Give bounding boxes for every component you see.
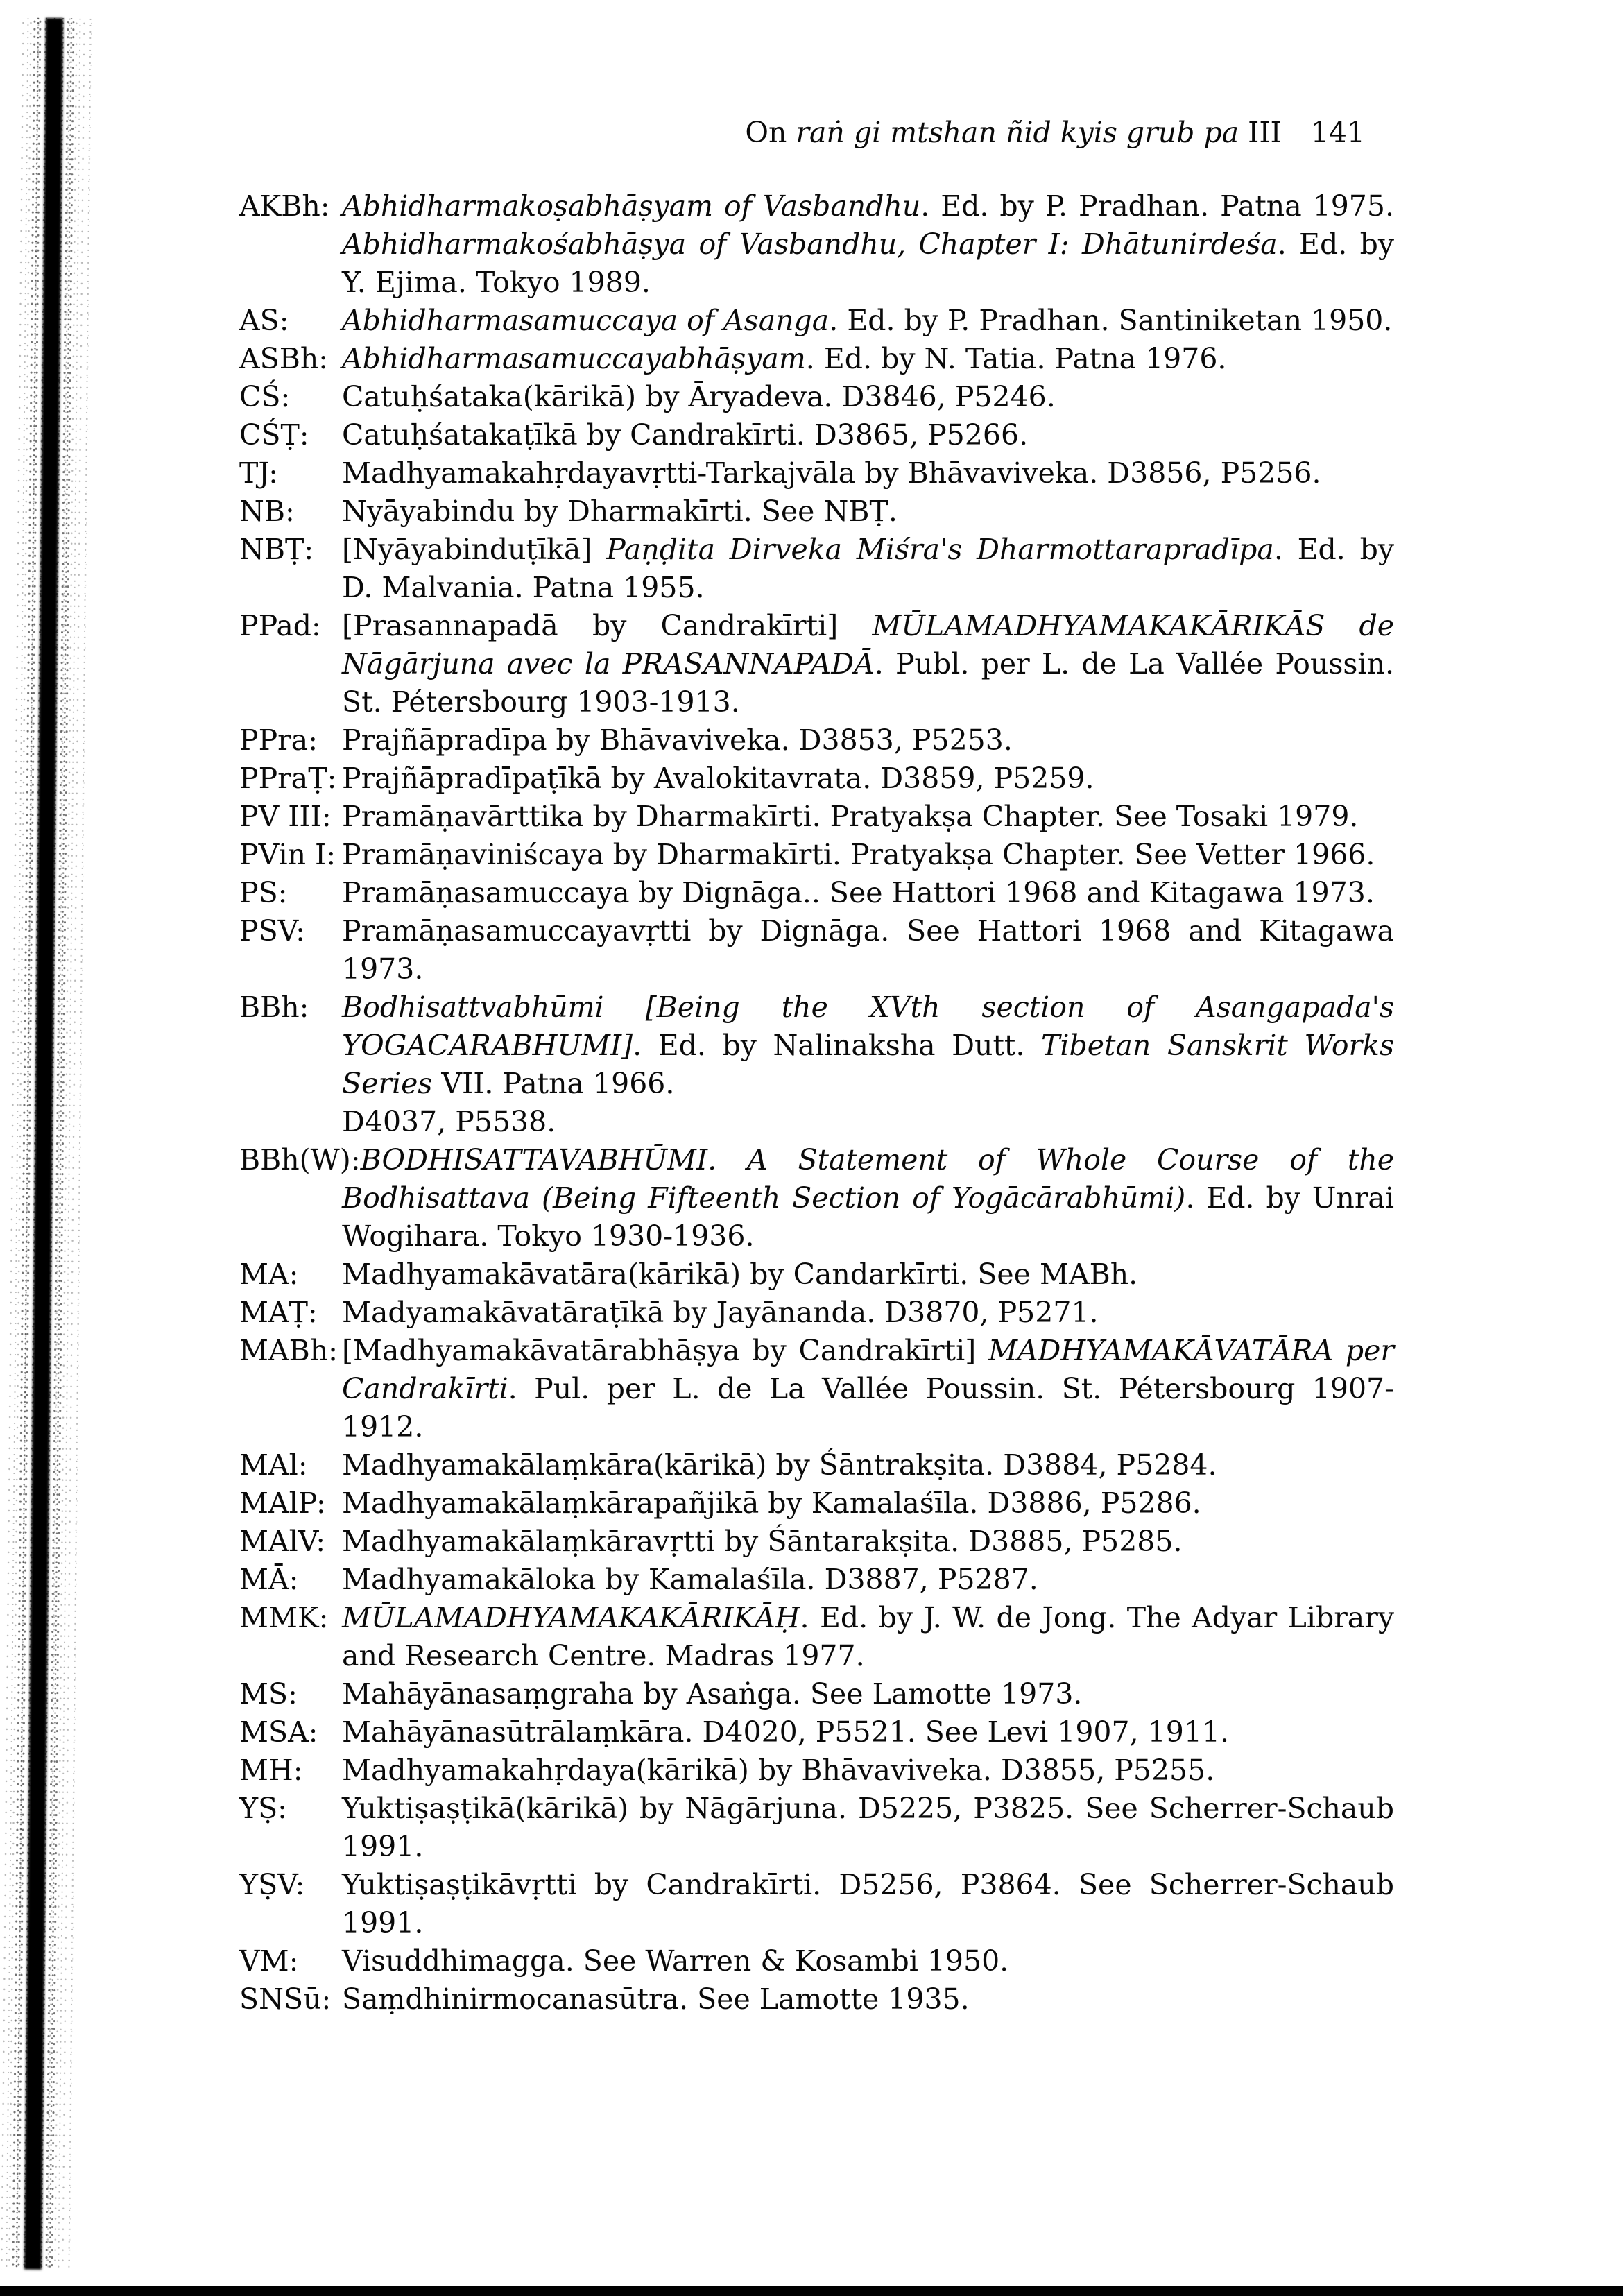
- abbrev-entry: [239, 1790, 1394, 1866]
- header-prefix: On: [745, 116, 787, 149]
- abbrev-entry: [239, 1523, 1394, 1561]
- running-header: [745, 115, 1365, 150]
- entry-text: Yuktiṣaṣṭikā(kārikā) by Nāgārjuna. D5225, P3825. See Scherrer-Schaub 1991.: [342, 1792, 1394, 1863]
- abbrev-label: NB:: [239, 495, 295, 528]
- abbrev-entry: [239, 1446, 1394, 1484]
- abbrev-label: MA:: [239, 1258, 299, 1291]
- entry-text: Pramāṇasamuccaya by Dignāga.. See Hattori 1968 and Kitagawa 1973.: [342, 876, 1375, 909]
- entry-text: Madhyamakahṛdayavṛtti-Tarkajvāla by Bhāvaviveka. D3856, P5256.: [342, 456, 1321, 490]
- entry-text: . Ed. by P. Pradhan. Santiniketan 1950.: [829, 304, 1393, 337]
- work-title: Paṇḍita Dirveka Miśra's Dharmottarapradīpa: [606, 533, 1274, 566]
- abbrev-entry: [239, 1980, 1394, 2019]
- entry-text: Saṃdhinirmocanasūtra. See Lamotte 1935.: [342, 1982, 970, 2016]
- work-title: BODHISATTAVABHŪMI. A Statement of Whole Course of the Bodhisattava (Being Fifteenth Section of Yogācārabhūmi): [342, 1143, 1394, 1215]
- entry-text: Madhyamakāvatāra(kārikā) by Candarkīrti. See MABh.: [342, 1258, 1138, 1291]
- abbrev-label: VM:: [239, 1944, 299, 1978]
- abbrev-label: PV III:: [239, 800, 332, 833]
- abbrev-label: AKBh:: [239, 189, 330, 223]
- abbrev-entry: [239, 302, 1394, 340]
- entry-text: Catuḥśataka(kārikā) by Āryadeva. D3846, P5246.: [342, 380, 1056, 413]
- abbrev-label: YṢV:: [239, 1868, 305, 1901]
- abbrev-label: MS:: [239, 1677, 298, 1711]
- abbrev-label: PPad:: [239, 609, 321, 642]
- abbrev-label: NBṬ:: [239, 533, 314, 566]
- work-title: Abhidharmasamuccayabhāṣyam: [342, 342, 806, 375]
- abbrev-entry: [239, 912, 1394, 988]
- abbrev-label: MAlV:: [239, 1525, 326, 1558]
- abbrev-entry: [239, 1751, 1394, 1790]
- abbrev-entry: [239, 416, 1394, 454]
- entry-text: Madhyamakālaṃkāra(kārikā) by Śāntrakṣita. D3884, P5284.: [342, 1448, 1217, 1482]
- entry-text: Madhyamakālaṃkārapañjikā by Kamalaśīla. D3886, P5286.: [342, 1487, 1201, 1520]
- entry-text: Pramāṇavārttika by Dharmakīrti. Pratyakṣa Chapter. See Tosaki 1979.: [342, 800, 1359, 833]
- abbrev-label: MAl:: [239, 1448, 308, 1482]
- entry-text: Pramāṇasamuccayavṛtti by Dignāga. See Hattori 1968 and Kitagawa 1973.: [342, 914, 1394, 986]
- work-title: MŪLAMADHYAMAKAKĀRIKĀḤ: [342, 1601, 800, 1634]
- abbrev-label: TJ:: [239, 456, 278, 490]
- entry-text: Mahāyānasūtrālaṃkāra. D4020, P5521. See Levi 1907, 1911.: [342, 1715, 1230, 1749]
- abbrev-entry: [239, 1561, 1394, 1599]
- abbrev-entry: [239, 340, 1394, 378]
- entry-text: . Ed. by J. W. de Jong. The Adyar Library and Research Centre. Madras 1977.: [342, 1601, 1394, 1672]
- abbrev-label: PSV:: [239, 914, 305, 948]
- entry-text: . Ed. by Nalinaksha Dutt.: [633, 1029, 1042, 1062]
- abbrev-entry: [239, 187, 1394, 302]
- entry-text: . Ed. by P. Pradhan. Patna 1975.: [920, 189, 1394, 223]
- abbrev-label: BBh(W):: [239, 1143, 361, 1176]
- entry-text: . Ed. by Unrai Wogihara. Tokyo 1930-1936.: [342, 1181, 1394, 1253]
- abbrev-label: CŚ:: [239, 380, 291, 413]
- work-title: Abhidharmasamuccaya of Asanga: [342, 304, 830, 337]
- abbrev-entry: [239, 874, 1394, 912]
- work-title: Abhidharmakośabhāṣya of Vasbandhu, Chapter I: Dhātunirdeśa: [342, 228, 1278, 261]
- abbrev-label: PPra:: [239, 723, 318, 757]
- abbrev-label: PVin I:: [239, 838, 336, 871]
- abbrev-entry: [239, 1294, 1394, 1332]
- entry-text: Nyāyabindu by Dharmakīrti. See NBṬ.: [342, 495, 898, 528]
- entry-text: [Madhyamakāvatārabhāṣya by Candrakīrti]: [342, 1334, 988, 1367]
- page-number: 141: [1310, 116, 1365, 149]
- work-title: MADHYAMAKĀVATĀRA per Candrakīrti: [342, 1334, 1394, 1405]
- abbrev-entry: [239, 378, 1394, 416]
- abbrev-label: MAlP:: [239, 1487, 326, 1520]
- entry-text: Pramāṇaviniścaya by Dharmakīrti. Pratyakṣa Chapter. See Vetter 1966.: [342, 838, 1375, 871]
- entry-text: Catuḥśatakaṭīkā by Candrakīrti. D3865, P5266.: [342, 418, 1029, 452]
- work-title: MŪLAMADHYAMAKAKĀRIKĀS de Nāgārjuna avec la PRASANNAPADĀ: [342, 609, 1394, 680]
- entry-text: Mahāyānasaṃgraha by Asaṅga. See Lamotte 1973.: [342, 1677, 1083, 1711]
- entry-text: Visuddhimagga. See Warren & Kosambi 1950.: [342, 1944, 1009, 1978]
- abbrev-label: AS:: [239, 304, 289, 337]
- abbrev-entry: [239, 1599, 1394, 1675]
- abbrev-label: MSA:: [239, 1715, 318, 1749]
- abbrev-entry: [239, 1942, 1394, 1980]
- entry-text: Prajñāpradīpa by Bhāvaviveka. D3853, P5253.: [342, 723, 1013, 757]
- abbrev-label: YṢ:: [239, 1792, 287, 1825]
- entry-text: Yuktiṣaṣṭikāvṛtti by Candrakīrti. D5256, P3864. See Scherrer-Schaub 1991.: [342, 1868, 1394, 1939]
- work-title: Tibetan Sanskrit Works Series: [342, 1029, 1394, 1100]
- abbrev-label: MH:: [239, 1754, 303, 1787]
- abbrev-label: BBh:: [239, 991, 309, 1024]
- abbrev-label: PPraṬ:: [239, 762, 337, 795]
- abbrev-entry: [239, 454, 1394, 492]
- abbrev-label: PS:: [239, 876, 288, 909]
- abbrev-label: SNSū:: [239, 1982, 332, 2016]
- abbrev-label: MABh:: [239, 1334, 338, 1367]
- abbrev-entry: [239, 988, 1394, 1141]
- header-volume: III: [1248, 116, 1282, 149]
- abbrev-entry: [239, 1256, 1394, 1294]
- work-title: Abhidharmakoṣabhāṣyam of Vasbandhu: [342, 189, 921, 223]
- work-title: Bodhisattvabhūmi [Being the XVth section of Asangapada's YOGACARABHUMI]: [342, 991, 1394, 1062]
- entry-text: Madhyamakālaṃkāravṛtti by Śāntarakṣita. D3885, P5285.: [342, 1525, 1183, 1558]
- entry-text: . Pul. per L. de La Vallée Poussin. St. Pétersbourg 1907-1912.: [342, 1372, 1394, 1443]
- scan-noise-mid: [10, 18, 76, 2270]
- abbrev-entry: [239, 492, 1394, 531]
- entry-text: . Publ. per L. de La Vallée Poussin. St. Pétersbourg 1903-1913.: [342, 647, 1394, 719]
- entry-text: VII. Patna 1966.: [432, 1067, 675, 1100]
- abbrev-entry: [239, 798, 1394, 836]
- abbrev-label: MAṬ:: [239, 1296, 318, 1329]
- entry-text: Madyamakāvatāraṭīkā by Jayānanda. D3870, P5271.: [342, 1296, 1099, 1329]
- entry-text: D4037, P5538.: [342, 1105, 556, 1138]
- abbrev-label: MMK:: [239, 1601, 329, 1634]
- abbrev-entry: [239, 1484, 1394, 1523]
- scan-binding-strip: [24, 18, 63, 2270]
- entry-text: Prajñāpradīpaṭīkā by Avalokitavrata. D3859, P5259.: [342, 762, 1094, 795]
- abbrev-entry: [239, 721, 1394, 760]
- entry-text: Madhyamakahṛdaya(kārikā) by Bhāvaviveka. D3855, P5255.: [342, 1754, 1215, 1787]
- header-title: raṅ gi mtshan ñid kyis grub pa: [796, 116, 1239, 149]
- entry-text: Madhyamakāloka by Kamalaśīla. D3887, P5287.: [342, 1563, 1038, 1596]
- abbrev-entry: [239, 1332, 1394, 1446]
- abbrev-entry: [239, 1141, 1394, 1256]
- abbrev-entry: [239, 760, 1394, 798]
- abbrev-entry: [239, 607, 1394, 721]
- entry-text: . Ed. by Y. Ejima. Tokyo 1989.: [342, 228, 1394, 299]
- entry-text: [Prasannapadā by Candrakīrti]: [342, 609, 873, 642]
- entry-text: . Ed. by N. Tatia. Patna 1976.: [805, 342, 1227, 375]
- scan-bottom-bar: [0, 2286, 1623, 2296]
- abbrev-label: CŚṬ:: [239, 418, 309, 452]
- abbrev-entry: [239, 1675, 1394, 1713]
- scan-gutter-shadow: [0, 17, 97, 2270]
- entry-text: . Ed. by D. Malvania. Patna 1955.: [342, 533, 1395, 604]
- abbrev-entry: [239, 531, 1394, 607]
- abbrev-entry: [239, 1713, 1394, 1751]
- abbrev-entry: [239, 1866, 1394, 1942]
- scan-noise-outer: [0, 17, 92, 2270]
- abbreviation-list: [239, 187, 1394, 2019]
- abbrev-label: ASBh:: [239, 342, 329, 375]
- abbrev-entry: [239, 836, 1394, 874]
- abbrev-label: MĀ:: [239, 1563, 299, 1596]
- entry-text: [Nyāyabinduṭīkā]: [342, 533, 607, 566]
